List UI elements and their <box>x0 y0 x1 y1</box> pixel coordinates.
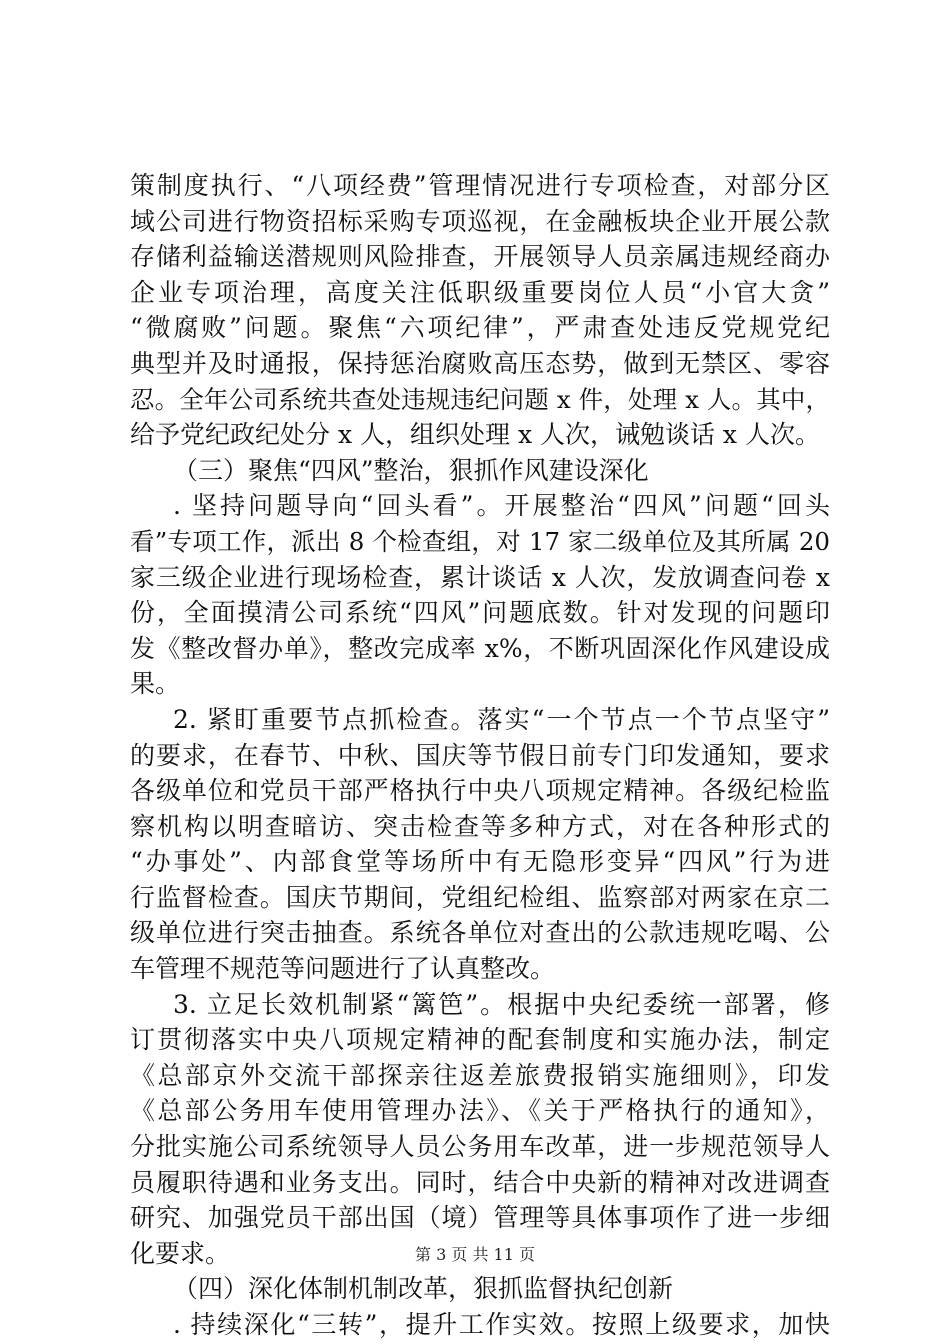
text-line: “微腐败”问题。聚焦“六项纪律”，严肃查处违反党规党纪 <box>130 313 830 343</box>
text-line: 给予党纪政纪处分 x 人，组织处理 x 人次，诫勉谈话 x 人次。 <box>130 420 820 450</box>
text-line: . 持续深化“三转”，提升工作实效。按照上级要求，加快 <box>173 1310 830 1339</box>
text-line: 行监督检查。国庆节期间，党组纪检组、监察部对两家在京二 <box>130 882 830 912</box>
text-line: 级单位进行突击抽查。系统各单位对查出的公款违规吃喝、公 <box>130 918 830 948</box>
text-line: 域公司进行物资招标采购专项巡视，在金融板块企业开展公款 <box>130 206 830 236</box>
text-line: 企业专项治理，高度关注低职级重要岗位人员“小官大贪” <box>130 277 830 307</box>
text-line: 研究、加强党员干部出国（境）管理等具体事项作了进一步细 <box>130 1203 830 1233</box>
text-line: （三）聚焦“四风”整治，狠抓作风建设深化 <box>173 455 649 485</box>
text-line: 2. 紧盯重要节点抓检查。落实“一个节点一个节点坚守” <box>173 704 830 734</box>
text-line: 看”专项工作，派出 8 个检查组，对 17 家二级单位及其所属 20 <box>130 526 830 556</box>
text-line: 《总部公务用车使用管理办法》、《关于严格执行的通知》， <box>130 1096 830 1126</box>
text-line: 家三级企业进行现场检查，累计谈话 x 人次，发放调查问卷 x <box>130 562 830 592</box>
text-line: “办事处”、内部食堂等场所中有无隐形变异“四风”行为进 <box>130 847 830 877</box>
text-line: 察机构以明查暗访、突击检查等多种方式，对在各种形式的 <box>130 811 830 841</box>
page-footer: 第 3 页 共 11 页 <box>415 1245 535 1264</box>
text-line: 《总部京外交流干部探亲往返差旅费报销实施细则》，印发 <box>130 1060 830 1090</box>
text-line: 忍。全年公司系统共查处违规违纪问题 x 件，处理 x 人。其中， <box>130 384 830 414</box>
text-line: 订贯彻落实中央八项规定精神的配套制度和实施办法，制定 <box>130 1025 830 1055</box>
text-line: 存储利益输送潜规则风险排查，开展领导人员亲属违规经商办 <box>130 242 830 272</box>
text-line: 的要求，在春节、中秋、国庆等节假日前专门印发通知，要求 <box>130 740 830 770</box>
text-line: 员履职待遇和业务支出。同时，结合中央新的精神对改进调查 <box>130 1167 830 1197</box>
text-line: （四）深化体制机制改革，狠抓监督执纪创新 <box>173 1274 674 1304</box>
text-line: 发《整改督办单》，整改完成率 x%，不断巩固深化作风建设成 <box>130 633 830 663</box>
text-line: 各级单位和党员干部严格执行中央八项规定精神。各级纪检监 <box>130 776 830 806</box>
text-line: 车管理不规范等问题进行了认真整改。 <box>130 954 556 984</box>
text-line: 分批实施公司系统领导人员公务用车改革，进一步规范领导人 <box>130 1132 830 1162</box>
text-line: 果。 <box>130 669 181 699</box>
text-line: . 坚持问题导向“回头看”。开展整治“四风”问题“回头 <box>173 491 830 521</box>
text-line: 典型并及时通报，保持惩治腐败高压态势，做到无禁区、零容 <box>130 348 830 378</box>
text-line: 策制度执行、“八项经费”管理情况进行专项检查，对部分区 <box>130 171 830 200</box>
text-line: 份，全面摸清公司系统“四风”问题底数。针对发现的问题印 <box>130 598 830 628</box>
text-line: 化要求。 <box>130 1238 231 1268</box>
text-line: 3. 立足长效机制紧“篱笆”。根据中央纪委统一部署，修 <box>173 989 830 1019</box>
body-text <box>130 168 830 1343</box>
